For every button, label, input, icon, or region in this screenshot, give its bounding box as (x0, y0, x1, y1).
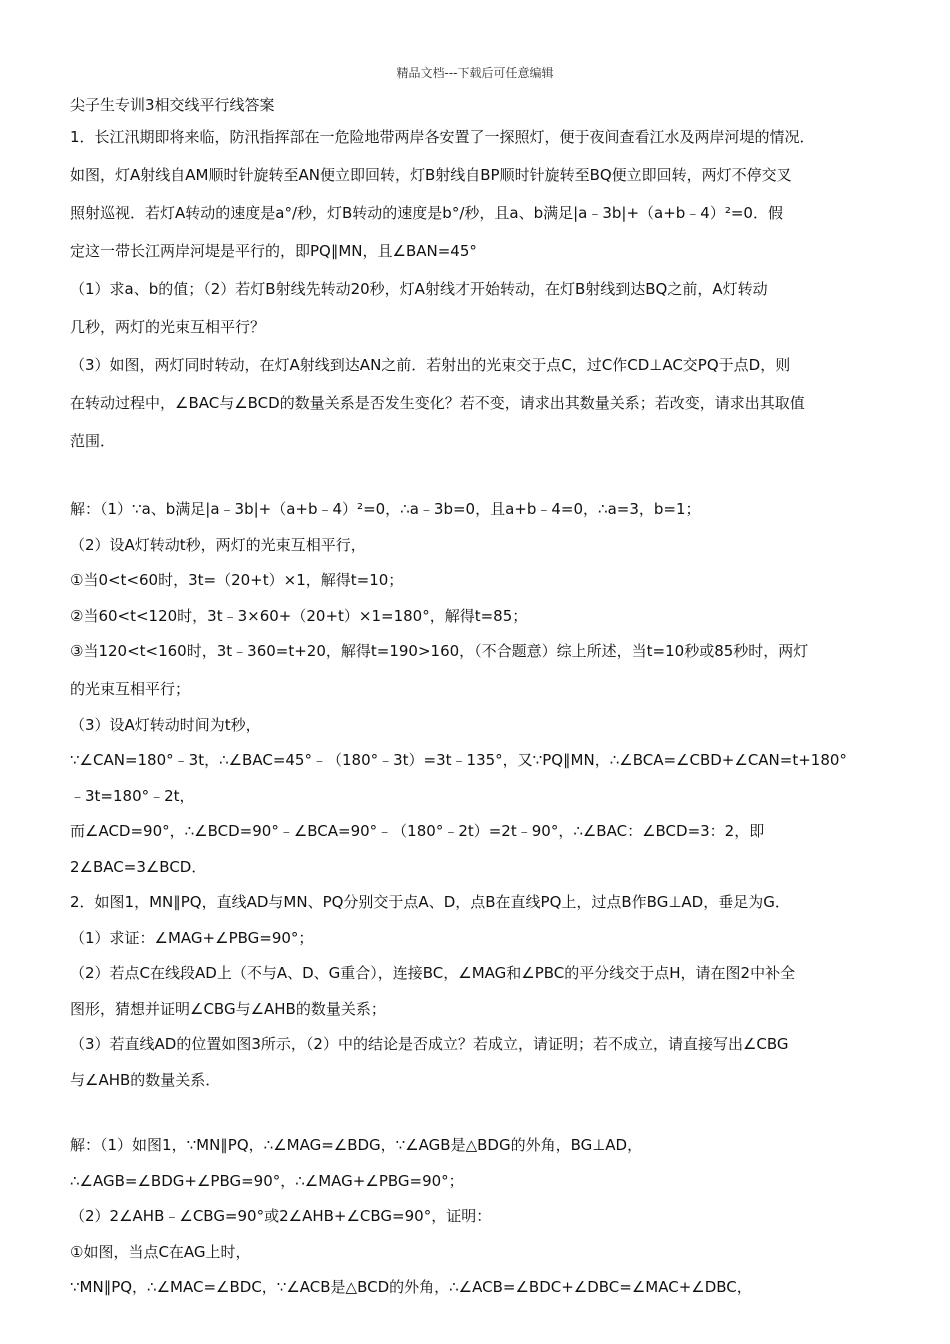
problem-2-line: （2）若点C在线段AD上（不与A、D、G重合），连接BC，∠MAG和∠PBC的平分线交于点H，请在图2中补全 (70, 964, 796, 982)
solution-1-line: 2∠BAC=3∠BCD． (70, 857, 207, 876)
problem-1-line: （1）求a、b的值；（2）若灯B射线先转动20秒，灯A射线才开始转动，在灯B射线到达BQ之前，A灯转动 (70, 280, 768, 298)
solution-2 (70, 1132, 890, 1310)
page-header: 精品文档---下载后可任意编辑 (396, 66, 554, 80)
problem-1 (70, 124, 890, 466)
solution-1-line: （2）设A灯转动t秒，两灯的光束互相平行， (70, 535, 366, 554)
solution-1-line: 解：（1）∵a、b满足|a﹣3b|+（a+b﹣4）²=0，∴a﹣3b=0，且a+b﹣4=0，∴a=3，b=1； (70, 500, 701, 518)
problem-2 (70, 889, 890, 1102)
problem-1-line: （3）如图，两灯同时转动，在灯A射线到达AN之前．若射出的光束交于点C，过C作CD⊥AC交PQ于点D，则 (70, 356, 791, 374)
solution-2-line: 解：（1）如图1，∵MN∥PQ，∴∠MAG=∠BDG，∵∠AGB是△BDG的外角，BG⊥AD， (70, 1136, 643, 1154)
problem-1-line: 在转动过程中，∠BAC与∠BCD的数量关系是否发生变化？若不变，请求出其数量关系；若改变，请求出其取值 (70, 394, 805, 412)
solution-1 (70, 496, 890, 889)
problem-1-line: 定这一带长江两岸河堤是平行的，即PQ∥MN，且∠BAN=45° (70, 242, 477, 260)
problem-1-line: 范围． (70, 432, 116, 450)
document-title: 尖子生专训3相交线平行线答案 (70, 96, 275, 114)
solution-2-line: ∵MN∥PQ，∴∠MAC=∠BDC，∵∠ACB是△BCD的外角，∴∠ACB=∠BDC+∠DBC=∠MAC+∠DBC， (70, 1278, 752, 1296)
problem-2-line: （3）若直线AD的位置如图3所示，（2）中的结论是否成立？若成立，请证明；若不成立，请直接写出∠CBG (70, 1035, 789, 1053)
problem-1-line: 如图，灯A射线自AM顺时针旋转至AN便立即回转，灯B射线自BP顺时针旋转至BQ便立即回转，两灯不停交叉 (70, 166, 792, 184)
solution-1-line: （3）设A灯转动时间为t秒， (70, 715, 261, 734)
problem-1-line: 1．长江汛期即将来临，防汛指挥部在一危险地带两岸各安置了一探照灯，便于夜间查看江水及两岸河堤的情况． (70, 128, 815, 146)
problem-2-line: 2．如图1，MN∥PQ，直线AD与MN、PQ分别交于点A、D，点B在直线PQ上，过点B作BG⊥AD，垂足为G． (70, 893, 790, 911)
solution-2-line: ∴∠AGB=∠BDG+∠PBG=90°，∴∠MAG+∠PBG=90°； (70, 1171, 464, 1190)
solution-1-line: ①当0<t<60时，3t=（20+t）×1，解得t=10； (70, 571, 404, 589)
solution-1-line: ﹣3t=180°﹣2t， (70, 786, 195, 805)
problem-1-line: 照射巡视．若灯A转动的速度是a°/秒，灯B转动的速度是b°/秒，且a、b满足|a﹣3b|+（a+b﹣4）²=0．假 (70, 204, 783, 222)
solution-1-line: 的光束互相平行； (70, 680, 191, 698)
problem-2-line: 与∠AHB的数量关系． (70, 1070, 221, 1089)
solution-1-line: 而∠ACD=90°，∴∠BCD=90°﹣∠BCA=90°﹣（180°﹣2t）=2t﹣90°，∴∠BAC：∠BCD=3：2，即 (70, 822, 765, 840)
solution-2-line: （2）2∠AHB﹣∠CBG=90°或2∠AHB+∠CBG=90°，证明： (70, 1207, 492, 1225)
problem-2-line: （1）求证：∠MAG+∠PBG=90°； (70, 928, 314, 947)
solution-1-line: ∵∠CAN=180°﹣3t，∴∠BAC=45°﹣（180°﹣3t）=3t﹣135°，又∵PQ∥MN，∴∠BCA=∠CBD+∠CAN=t+180° (70, 751, 847, 769)
solution-2-line: ①如图，当点C在AG上时， (70, 1242, 251, 1261)
solution-1-line: ③当120<t<160时，3t﹣360=t+20，解得t=190>160，（不合题意）综上所述，当t=10秒或85秒时，两灯 (70, 642, 809, 660)
problem-1-line: 几秒，两灯的光束互相平行？ (70, 318, 266, 336)
spacer (70, 1102, 890, 1132)
spacer (70, 466, 890, 496)
solution-1-line: ②当60<t<120时，3t﹣3×60+（20+t）×1=180°，解得t=85； (70, 606, 528, 625)
problem-2-line: 图形，猜想并证明∠CBG与∠AHB的数量关系； (70, 999, 386, 1018)
document-body (70, 92, 890, 1310)
